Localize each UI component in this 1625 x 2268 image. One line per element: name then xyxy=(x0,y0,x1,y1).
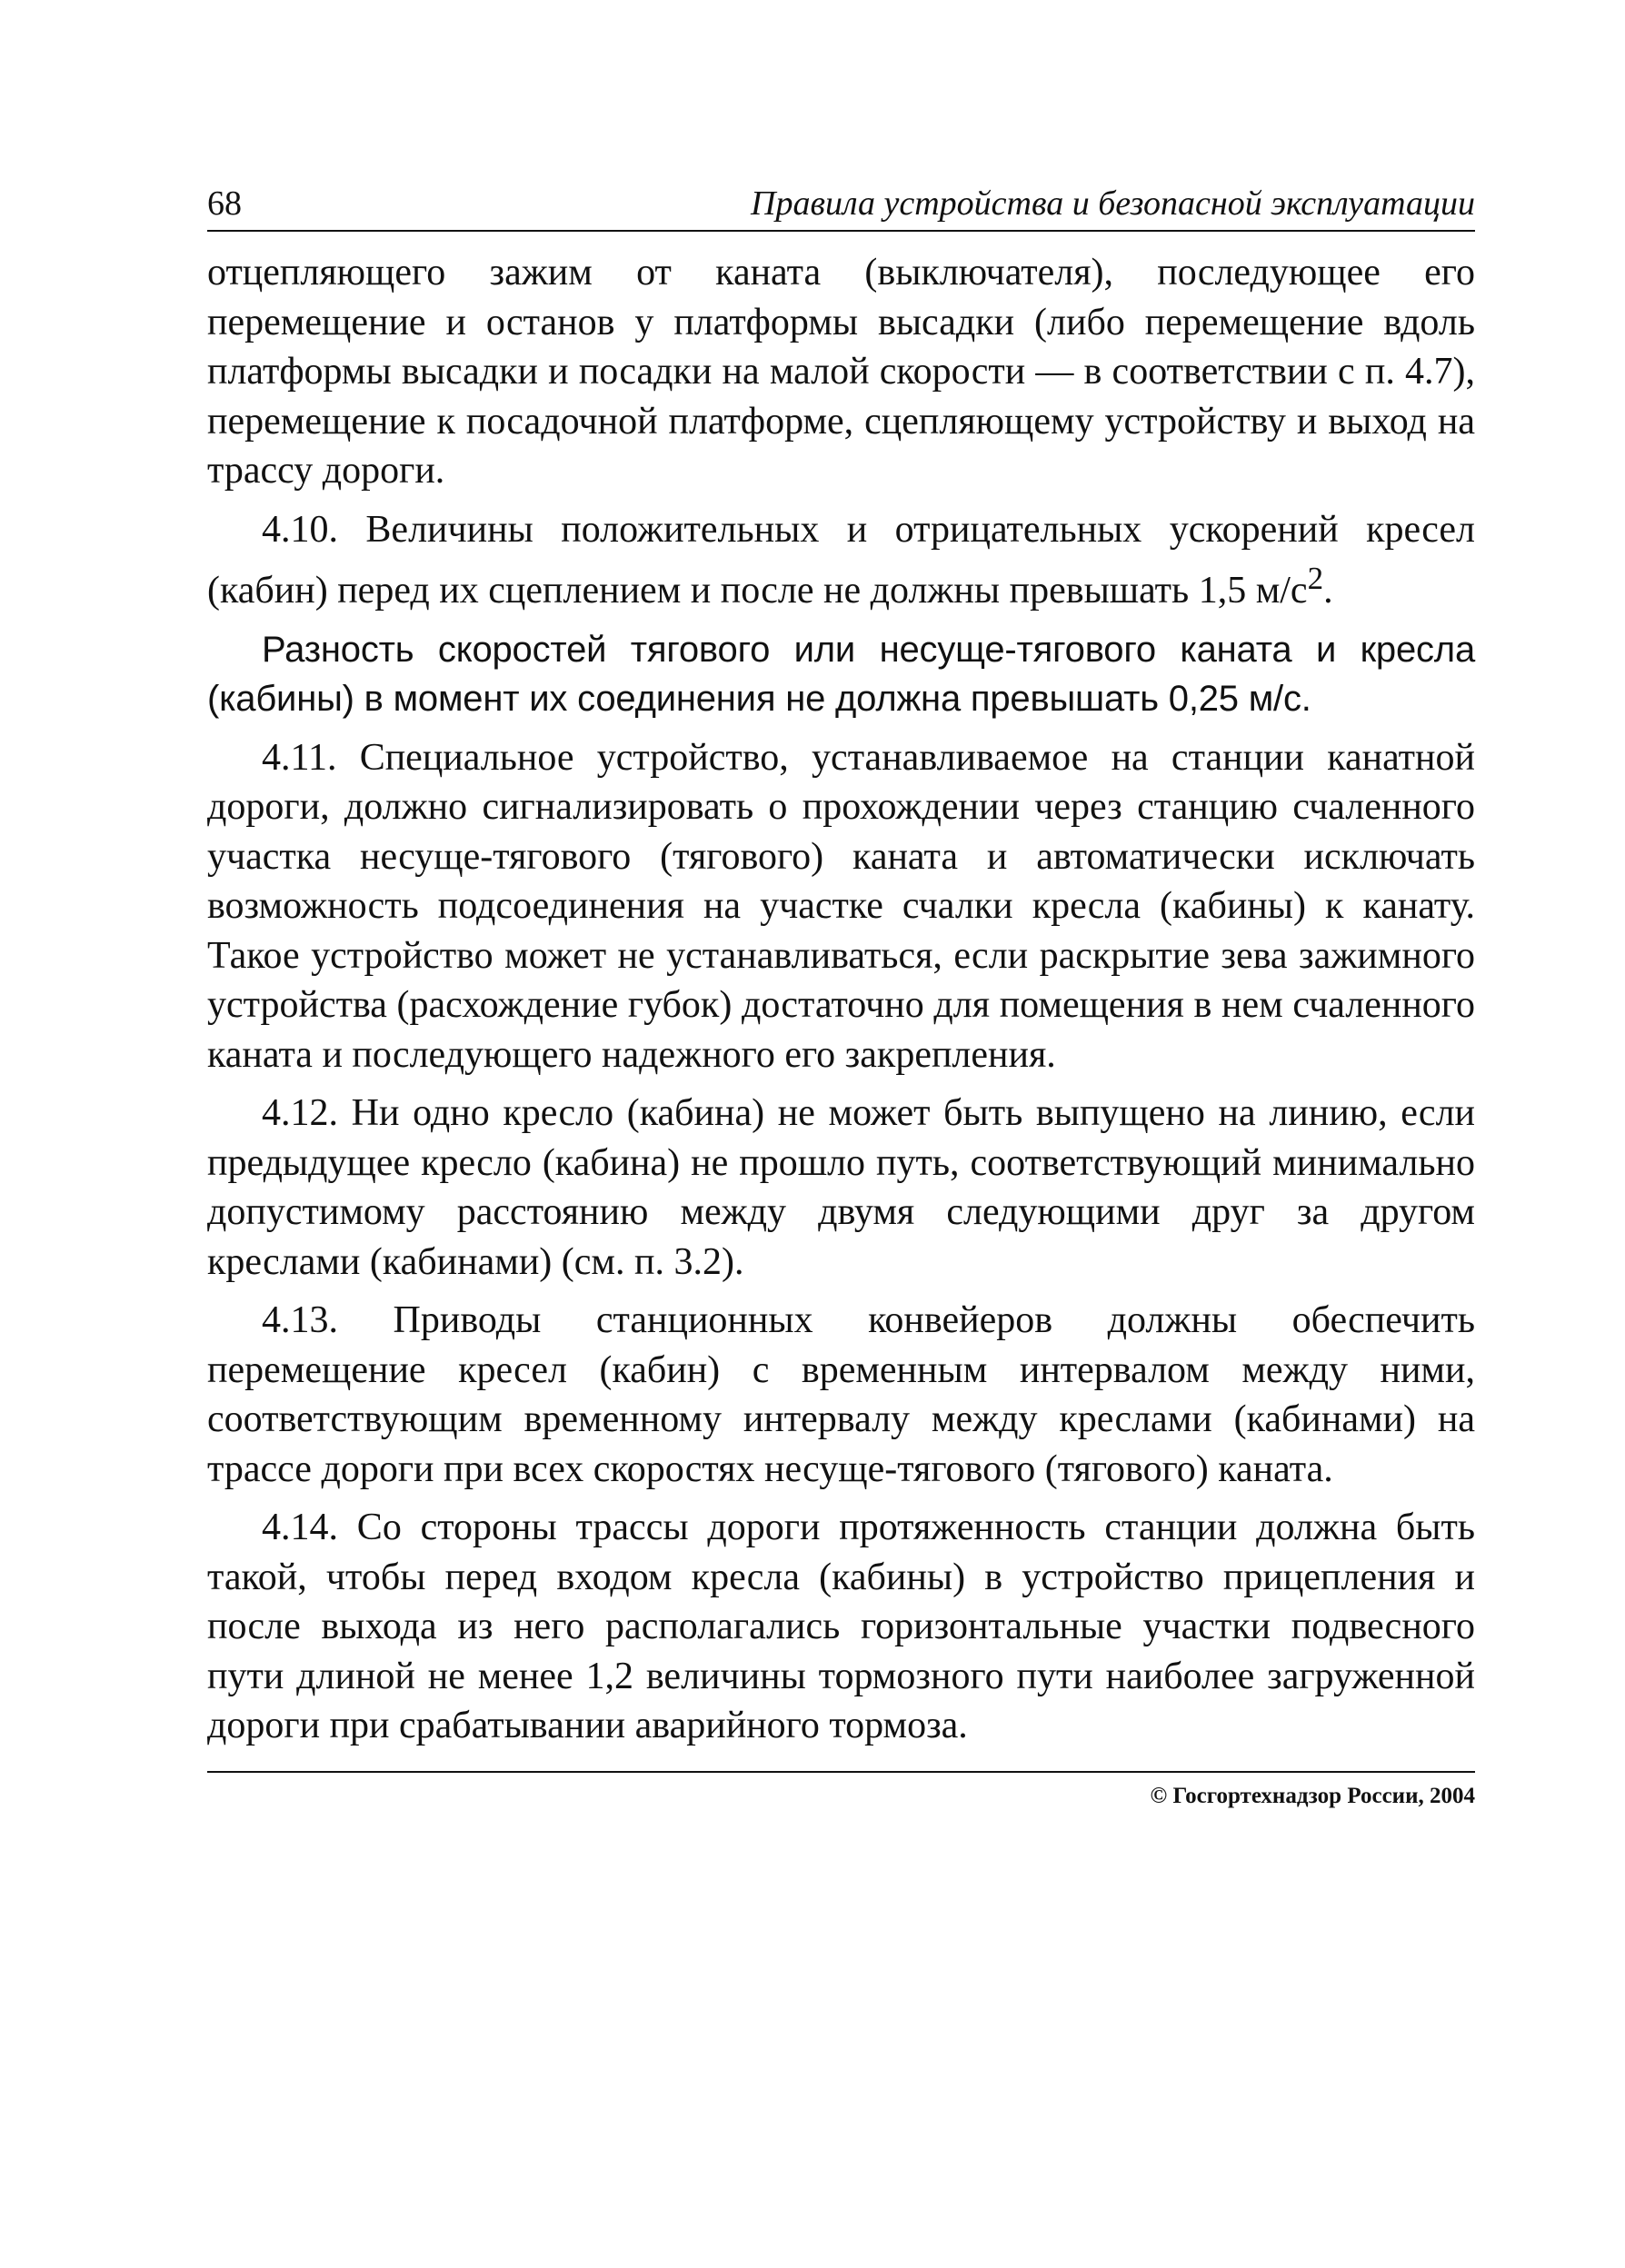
document-page xyxy=(207,168,1475,1809)
paragraph-speed-difference: Разность скоростей тягового или несуще-тягового каната и кресла (кабины) в момент их соединения не должна превышать 0,25 м/с. xyxy=(207,629,1475,719)
paragraph-4-10-text: 4.10. Величины положительных и отрицательных ускорений кресел (кабин) перед их сцеплением и после не должны превышать 1,5 м/с xyxy=(207,508,1475,612)
running-title: Правила устройства и безопасной эксплуатации xyxy=(751,184,1475,223)
header-divider xyxy=(207,230,1475,232)
paragraph-continuation: отцепляющего зажим от каната (выключателя), последующее его перемещение и останов у платформы высадки (либо перемещение вдоль платформы высадки и посадки на малой скорости — в соответствии с п. 4.7), перемещение к посадочной платформе, сцепляющему устройству и выход на трассу дороги. xyxy=(207,252,1475,492)
page-header xyxy=(207,168,1475,221)
paragraph-4-14: 4.14. Со стороны трассы дороги протяженность станции должна быть такой, чтобы перед входом кресла (кабины) в устройство прицепления и после выхода из него располагались горизонтальные участки подвесного пути длиной не менее 1,2 величины тормозного пути наиболее загруженной дороги при срабатывании аварийного тормоза. xyxy=(207,1507,1475,1746)
superscript-exponent: 2 xyxy=(1307,561,1324,596)
paragraph-4-13: 4.13. Приводы станционных конвейеров должны обеспечить перемещение кресел (кабин) с временным интервалом между ними, соответствующим временному интервалу между креслами (кабинами) на трассе дороги при всех скоростях несуще-тягового (тягового) каната. xyxy=(207,1299,1475,1490)
footer-divider xyxy=(207,1771,1475,1773)
body-text xyxy=(207,248,1475,1751)
paragraph-4-11: 4.11. Специальное устройство, устанавливаемое на станции канатной дороги, должно сигнализировать о прохождении через станцию счаленного участка несуще-тягового (тягового) каната и автоматически исключать возможность подсоединения на участке счалки кресла (кабины) к канату. Такое устройство может не устанавливаться, если раскрытие зева зажимного устройства (расхождение губок) достаточно для помещения в нем счаленного каната и последующего надежного его закрепления. xyxy=(207,736,1475,1076)
page-number: 68 xyxy=(207,184,242,223)
paragraph-4-12: 4.12. Ни одно кресло (кабина) не может быть выпущено на линию, если предыдущее кресло (кабина) не прошло путь, соответствующий минимально допустимому расстоянию между двумя следующими друг за другом креслами (кабинами) (см. п. 3.2). xyxy=(207,1092,1475,1283)
paragraph-4-10 xyxy=(207,505,1475,616)
paragraph-4-10-end: . xyxy=(1323,570,1333,612)
copyright-notice: © Госгортехнадзор России, 2004 xyxy=(1150,1783,1475,1808)
